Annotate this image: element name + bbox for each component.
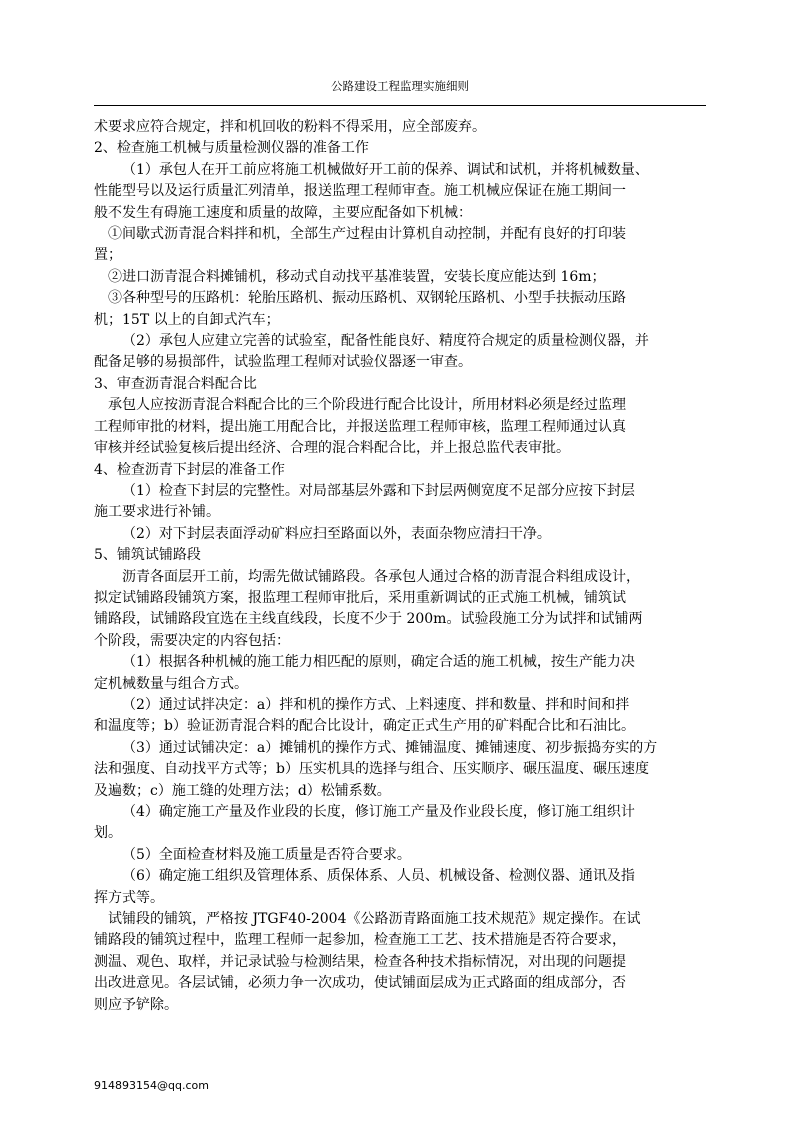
body-line: 个阶段，需要决定的内容包括： — [94, 632, 290, 649]
body-line: 出改进意见。各层试铺，必须力争一次成功，使试铺面层成为正式路面的组成部分，否 — [94, 975, 626, 992]
body-line: 沥青各面层开工前，均需先做试铺路段。各承包人通过合格的沥青混合料组成设计， — [122, 568, 640, 585]
body-line: （3）通过试铺决定：a）摊铺机的操作方式、摊铺温度、摊铺速度、初步振捣夯实的方 — [122, 739, 658, 756]
body-line: 4、检查沥青下封层的准备工作 — [94, 461, 285, 478]
header-divider — [94, 105, 706, 106]
body-line: 承包人应按沥青混合料配合比的三个阶段进行配合比设计，所用材料必须是经过监理 — [108, 397, 626, 414]
body-line: ①间歇式沥青混合料拌和机，全部生产过程由计算机自动控制，并配有良好的打印装 — [108, 226, 626, 243]
body-line: 则应予铲除。 — [94, 996, 178, 1013]
body-line: （2）对下封层表面浮动矿料应扫至路面以外，表面杂物应清扫干净。 — [122, 525, 551, 542]
body-line: 2、检查施工机械与质量检测仪器的准备工作 — [94, 140, 369, 157]
body-line: （2）承包人应建立完善的试验室，配备性能良好、精度符合规定的质量检测仪器，并 — [122, 333, 649, 350]
body-line: 试铺段的铺筑，严格按 JTGF40-2004《公路沥青路面施工技术规范》规定操作。在试 — [108, 911, 641, 928]
body-line: 法和强度、自动找平方式等；b）压实机具的选择与组合、压实顺序、碾压温度、碾压速度 — [94, 761, 649, 778]
body-line: 机；15T 以上的自卸式汽车； — [94, 311, 280, 328]
body-line: 施工要求进行补铺。 — [94, 504, 220, 521]
body-line: 和温度等；b）验证沥青混合料的配合比设计，确定正式生产用的矿料配合比和石油比。 — [94, 718, 635, 735]
body-line: 术要求应符合规定，拌和机回收的粉料不得采用，应全部废弃。 — [94, 119, 486, 135]
body-line: 拟定试铺路段铺筑方案，报监理工程师审批后，采用重新调试的正式施工机械，铺筑试 — [94, 589, 626, 606]
body-line: 测温、观色、取样，并记录试验与检测结果，检查各种技术指标情况，对出现的问题提 — [94, 953, 626, 970]
body-line: ②进口沥青混合料摊铺机，移动式自动找平基准装置，安装长度应能达到 16m； — [108, 268, 606, 285]
body-line: （2）通过试拌决定：a）拌和机的操作方式、上料速度、拌和数量、拌和时间和拌 — [122, 696, 630, 713]
body-line: 工程师审批的材料，提出施工用配合比，并报送监理工程师审核，监理工程师通过认真 — [94, 418, 626, 435]
footer-email: 914893154@qq.com — [94, 1079, 209, 1092]
body-line: （1）检查下封层的完整性。对局部基层外露和下封层两侧宽度不足部分应按下封层 — [122, 482, 635, 499]
body-line: 3、审查沥青混合料配合比 — [94, 375, 257, 392]
body-line: 及遍数；c）施工缝的处理方法；d）松铺系数。 — [94, 782, 391, 799]
body-line: 性能型号以及运行质量汇列清单，报送监理工程师审查。施工机械应保证在施工期间一 — [94, 183, 626, 200]
body-line: 铺路段的铺筑过程中，监理工程师一起参加，检查施工工艺、技术措施是否符合要求， — [94, 932, 626, 949]
body-line: （6）确定施工组织及管理体系、质保体系、人员、机械设备、检测仪器、通讯及指 — [122, 868, 635, 885]
body-line: 划。 — [94, 825, 122, 842]
body-line: 配备足够的易损部件，试验监理工程师对试验仪器逐一审查。 — [94, 354, 472, 371]
body-line: 置； — [94, 247, 122, 264]
body-line: 5、铺筑试铺路段 — [94, 547, 201, 564]
body-line: 定机械数量与组合方式。 — [94, 675, 248, 692]
body-line: 挥方式等。 — [94, 889, 164, 906]
body-line: （1）承包人在开工前应将施工机械做好开工前的保养、调试和试机，并将机械数量、 — [122, 161, 649, 178]
page-header-title: 公路建设工程监理实施细则 — [331, 79, 469, 93]
body-line: （1）根据各种机械的施工能力相匹配的原则，确定合适的施工机械，按生产能力决 — [122, 654, 635, 671]
body-line: 般不发生有碍施工速度和质量的故障，主要应配备如下机械： — [94, 204, 472, 221]
body-line: 审核并经试验复核后提出经济、合理的混合料配合比，并上报总监代表审批。 — [94, 440, 570, 457]
body-line: （4）确定施工产量及作业段的长度，修订施工产量及作业段长度，修订施工组织计 — [122, 804, 635, 820]
document-body — [94, 117, 714, 1016]
body-line: （5）全面检查材料及施工质量是否符合要求。 — [122, 846, 411, 863]
body-line: ③各种型号的压路机：轮胎压路机、振动压路机、双钢轮压路机、小型手扶振动压路 — [108, 290, 626, 307]
body-line: 铺路段，试铺路段宜选在主线直线段，长度不少于 200m。试验段施工分为试拌和试铺两 — [94, 611, 643, 628]
